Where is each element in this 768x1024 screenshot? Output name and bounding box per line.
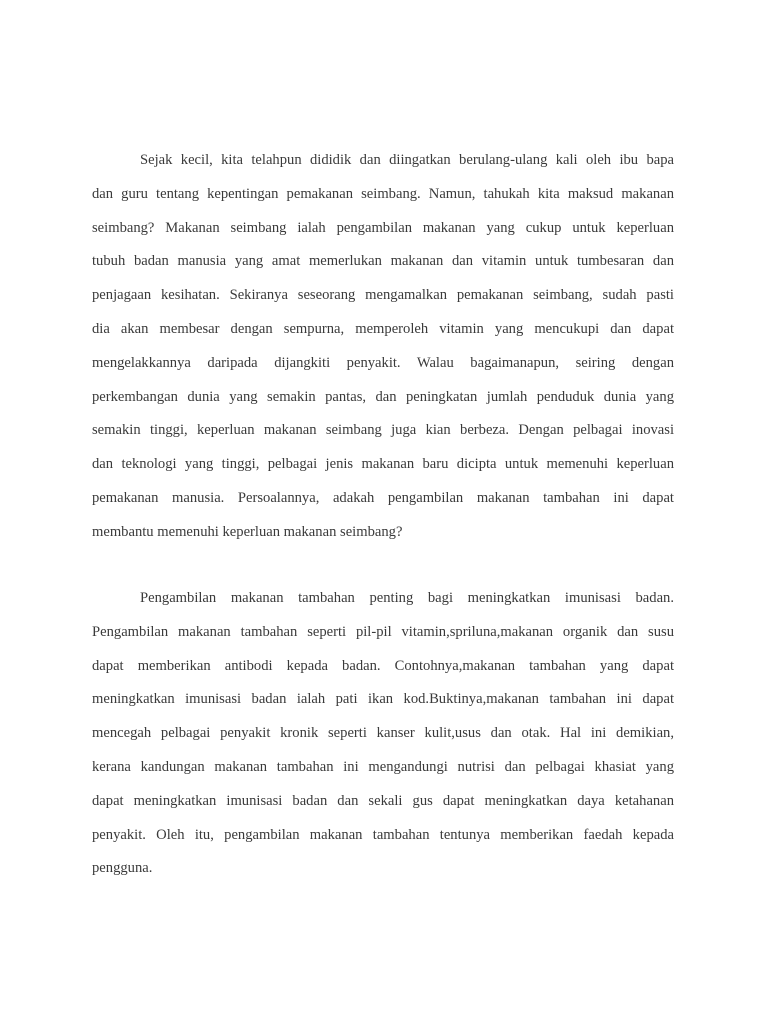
text-line: Sejak kecil, kita telahpun dididik dan diingatkan berulang-ulang kali oleh ibu bapa [140,152,674,168]
text-line: pemakanan manusia. Persoalannya, adakah pengambilan makanan tambahan ini dapat [92,489,674,506]
text-line: pengguna. [92,860,153,877]
text-line: meningkatkan imunisasi badan ialah pati ikan kod.Buktinya,makanan tambahan ini dapat [92,691,674,708]
text-line: perkembangan dunia yang semakin pantas, dan peningkatan jumlah penduduk dunia yang [92,388,674,405]
text-line: penyakit. Oleh itu, pengambilan makanan tambahan tentunya memberikan faedah kepada [92,826,674,843]
text-line: mengelakkannya daripada dijangkiti penyakit. Walau bagaimanapun, seiring dengan [92,354,674,371]
text-line: mencegah pelbagai penyakit kronik seperti kanser kulit,usus dan otak. Hal ini demikian, [92,725,674,742]
paragraph-2 [92,582,674,886]
text-line: penjagaan kesihatan. Sekiranya seseorang mengamalkan pemakanan seimbang, sudah pasti [92,287,674,304]
text-line: kerana kandungan makanan tambahan ini mengandungi nutrisi dan pelbagai khasiat yang [92,758,674,775]
text-line: dan teknologi yang tinggi, pelbagai jenis makanan baru dicipta untuk memenuhi keperluan [92,456,674,473]
text-line: Pengambilan makanan tambahan penting bagi meningkatkan imunisasi badan. [140,590,674,606]
text-line: membantu memenuhi keperluan makanan seimbang? [92,523,403,540]
text-line: semakin tinggi, keperluan makanan seimbang juga kian berbeza. Dengan pelbagai inovasi [92,422,674,439]
text-line: dia akan membesar dengan sempurna, memperoleh vitamin yang mencukupi dan dapat [92,320,674,337]
text-line: Pengambilan makanan tambahan seperti pil-pil vitamin,spriluna,makanan organik dan susu [92,623,674,640]
text-line: dapat memberikan antibodi kepada badan. Contohnya,makanan tambahan yang dapat [92,657,674,674]
text-line: tubuh badan manusia yang amat memerlukan makanan dan vitamin untuk tumbesaran dan [92,253,674,270]
text-line: dan guru tentang kepentingan pemakanan seimbang. Namun, tahukah kita maksud makanan [92,185,674,202]
text-line: dapat meningkatkan imunisasi badan dan sekali gus dapat meningkatkan daya ketahanan [92,792,674,809]
text-line: seimbang? Makanan seimbang ialah pengambilan makanan yang cukup untuk keperluan [92,219,674,236]
paragraph-1 [92,144,674,550]
